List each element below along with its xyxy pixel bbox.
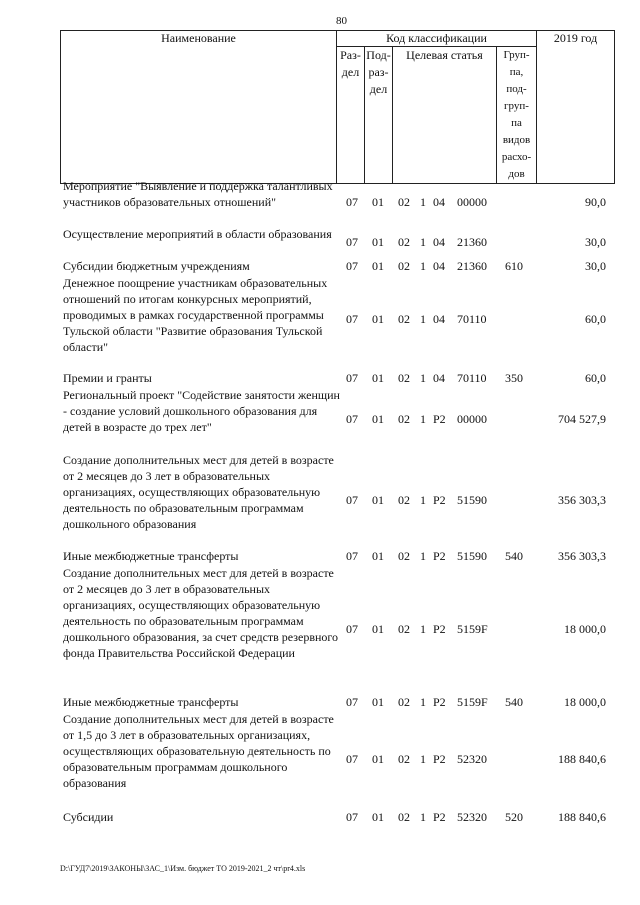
- row-code-t4: 5159F: [457, 695, 488, 709]
- row-code-t2: 1: [420, 493, 426, 507]
- row-code-t1: 02: [398, 371, 410, 385]
- header-razdel: Раз- дел: [337, 47, 365, 184]
- row-code-rz: 07: [346, 549, 358, 563]
- row-code-rz: 07: [346, 235, 358, 249]
- row-code-rz: 07: [346, 371, 358, 385]
- row-code-t3: Р2: [433, 549, 446, 563]
- row-name: Субсидии: [63, 810, 114, 824]
- row-code-t4: 70110: [457, 312, 487, 326]
- row-code-pr: 01: [372, 412, 384, 426]
- row-code-t4: 51590: [457, 549, 487, 563]
- row-code-rz: 07: [346, 810, 358, 824]
- row-code-pr: 01: [372, 549, 384, 563]
- row-amount: 704 527,9: [558, 412, 606, 426]
- row-code-rz: 07: [346, 195, 358, 209]
- row-name: Иные межбюджетные трансферты: [63, 695, 239, 709]
- row-code-t4: 52320: [457, 752, 487, 766]
- row-code-vr: 540: [505, 549, 523, 563]
- row-code-t2: 1: [420, 371, 426, 385]
- row-code-t2: 1: [420, 549, 426, 563]
- row-code-t3: 04: [433, 259, 445, 273]
- row-code-t4: 51590: [457, 493, 487, 507]
- row-code-t4: 5159F: [457, 622, 488, 636]
- row-code-t3: Р2: [433, 412, 446, 426]
- row-amount: 356 303,3: [558, 493, 606, 507]
- row-code-t4: 21360: [457, 259, 487, 273]
- table-header: [60, 30, 615, 184]
- row-code-t2: 1: [420, 412, 426, 426]
- header-code: Код классификации: [337, 31, 537, 47]
- row-code-pr: 01: [372, 259, 384, 273]
- row-code-pr: 01: [372, 235, 384, 249]
- row-code-t3: 04: [433, 312, 445, 326]
- file-path-footer: D:\ГУД7\2019\ЗАКОНЫ\ЗАС_1\Изм. бюджет ТО 2019-2021_2 чт\pr4.xls: [60, 864, 306, 873]
- row-amount: 18 000,0: [564, 622, 606, 636]
- row-amount: 60,0: [585, 371, 606, 385]
- row-name: Премии и гранты: [63, 371, 152, 385]
- row-code-pr: 01: [372, 371, 384, 385]
- row-code-t4: 52320: [457, 810, 487, 824]
- row-amount: 60,0: [585, 312, 606, 326]
- header-year: 2019 год: [537, 31, 615, 184]
- header-name: Наименование: [61, 31, 337, 184]
- row-amount: 30,0: [585, 259, 606, 273]
- row-code-t1: 02: [398, 810, 410, 824]
- row-code-t3: Р2: [433, 752, 446, 766]
- row-code-t1: 02: [398, 195, 410, 209]
- row-code-rz: 07: [346, 695, 358, 709]
- row-code-t4: 21360: [457, 235, 487, 249]
- row-code-vr: 610: [505, 259, 523, 273]
- row-code-t1: 02: [398, 312, 410, 326]
- row-code-t3: Р2: [433, 695, 446, 709]
- row-code-t2: 1: [420, 195, 426, 209]
- row-code-rz: 07: [346, 622, 358, 636]
- row-code-t3: 04: [433, 235, 445, 249]
- row-code-pr: 01: [372, 695, 384, 709]
- row-code-t2: 1: [420, 752, 426, 766]
- row-amount: 18 000,0: [564, 695, 606, 709]
- row-name: Осуществление мероприятий в области образования: [63, 227, 332, 241]
- row-code-t2: 1: [420, 695, 426, 709]
- row-code-pr: 01: [372, 312, 384, 326]
- row-name: Создание дополнительных мест для детей в возрасте от 2 месяцев до 3 лет в образовательных организациях, осуществляющих образовательную деятельность по образовательным программам дошкольного образования, за счет средств резервного фонда Правительства Российской Федерации: [63, 566, 339, 660]
- row-code-vr: 520: [505, 810, 523, 824]
- row-code-t1: 02: [398, 493, 410, 507]
- header-podrazdel: Под- раз- дел: [365, 47, 393, 184]
- row-code-rz: 07: [346, 312, 358, 326]
- row-code-pr: 01: [372, 195, 384, 209]
- row-code-pr: 01: [372, 752, 384, 766]
- row-code-t3: 04: [433, 371, 445, 385]
- row-code-pr: 01: [372, 810, 384, 824]
- row-amount: 30,0: [585, 235, 606, 249]
- row-code-t1: 02: [398, 695, 410, 709]
- row-code-t3: Р2: [433, 493, 446, 507]
- row-code-t4: 00000: [457, 195, 487, 209]
- row-code-pr: 01: [372, 622, 384, 636]
- row-name: Субсидии бюджетным учреждениям: [63, 259, 250, 273]
- row-code-t2: 1: [420, 622, 426, 636]
- row-code-rz: 07: [346, 752, 358, 766]
- row-code-vr: 540: [505, 695, 523, 709]
- row-code-vr: 350: [505, 371, 523, 385]
- row-code-t4: 00000: [457, 412, 487, 426]
- row-amount: 90,0: [585, 195, 606, 209]
- row-code-t1: 02: [398, 549, 410, 563]
- row-name: Иные межбюджетные трансферты: [63, 549, 239, 563]
- row-code-t2: 1: [420, 810, 426, 824]
- row-code-t2: 1: [420, 312, 426, 326]
- row-code-t3: 04: [433, 195, 445, 209]
- row-name: Создание дополнительных мест для детей в возрасте от 2 месяцев до 3 лет в образовательных организациях, осуществляющих образовательную деятельность по образовательным программам дошкольного образования: [63, 453, 334, 531]
- row-code-t4: 70110: [457, 371, 487, 385]
- page-number: 80: [336, 15, 347, 27]
- row-amount: 188 840,6: [558, 810, 606, 824]
- row-code-t3: Р2: [433, 810, 446, 824]
- row-code-t1: 02: [398, 752, 410, 766]
- row-code-t1: 02: [398, 259, 410, 273]
- row-name: Денежное поощрение участникам образовательных отношений по итогам конкурсных мероприятий, проводимых в рамках государственной программы Тульской области "Развитие образования Тульской области": [63, 276, 328, 354]
- header-target: Целевая статья: [393, 47, 497, 184]
- row-code-t2: 1: [420, 259, 426, 273]
- row-code-rz: 07: [346, 259, 358, 273]
- row-amount: 188 840,6: [558, 752, 606, 766]
- row-code-pr: 01: [372, 493, 384, 507]
- row-code-t2: 1: [420, 235, 426, 249]
- row-name: Мероприятие "Выявление и поддержка талантливых участников образовательных отношений": [63, 179, 333, 209]
- row-code-t1: 02: [398, 412, 410, 426]
- row-code-rz: 07: [346, 493, 358, 507]
- row-amount: 356 303,3: [558, 549, 606, 563]
- row-code-t1: 02: [398, 235, 410, 249]
- row-name: Создание дополнительных мест для детей в возрасте от 1,5 до 3 лет в образовательных организациях, осуществляющих образовательную деятельность по образовательным программам дошкольного образования: [63, 712, 334, 790]
- row-name: Региональный проект "Содействие занятости женщин - создание условий дошкольного образования для детей в возрасте до трех лет": [63, 388, 340, 434]
- row-code-rz: 07: [346, 412, 358, 426]
- row-code-t3: Р2: [433, 622, 446, 636]
- row-code-t1: 02: [398, 622, 410, 636]
- header-group: Груп- па, под- груп- па видов расхо- дов: [497, 47, 537, 184]
